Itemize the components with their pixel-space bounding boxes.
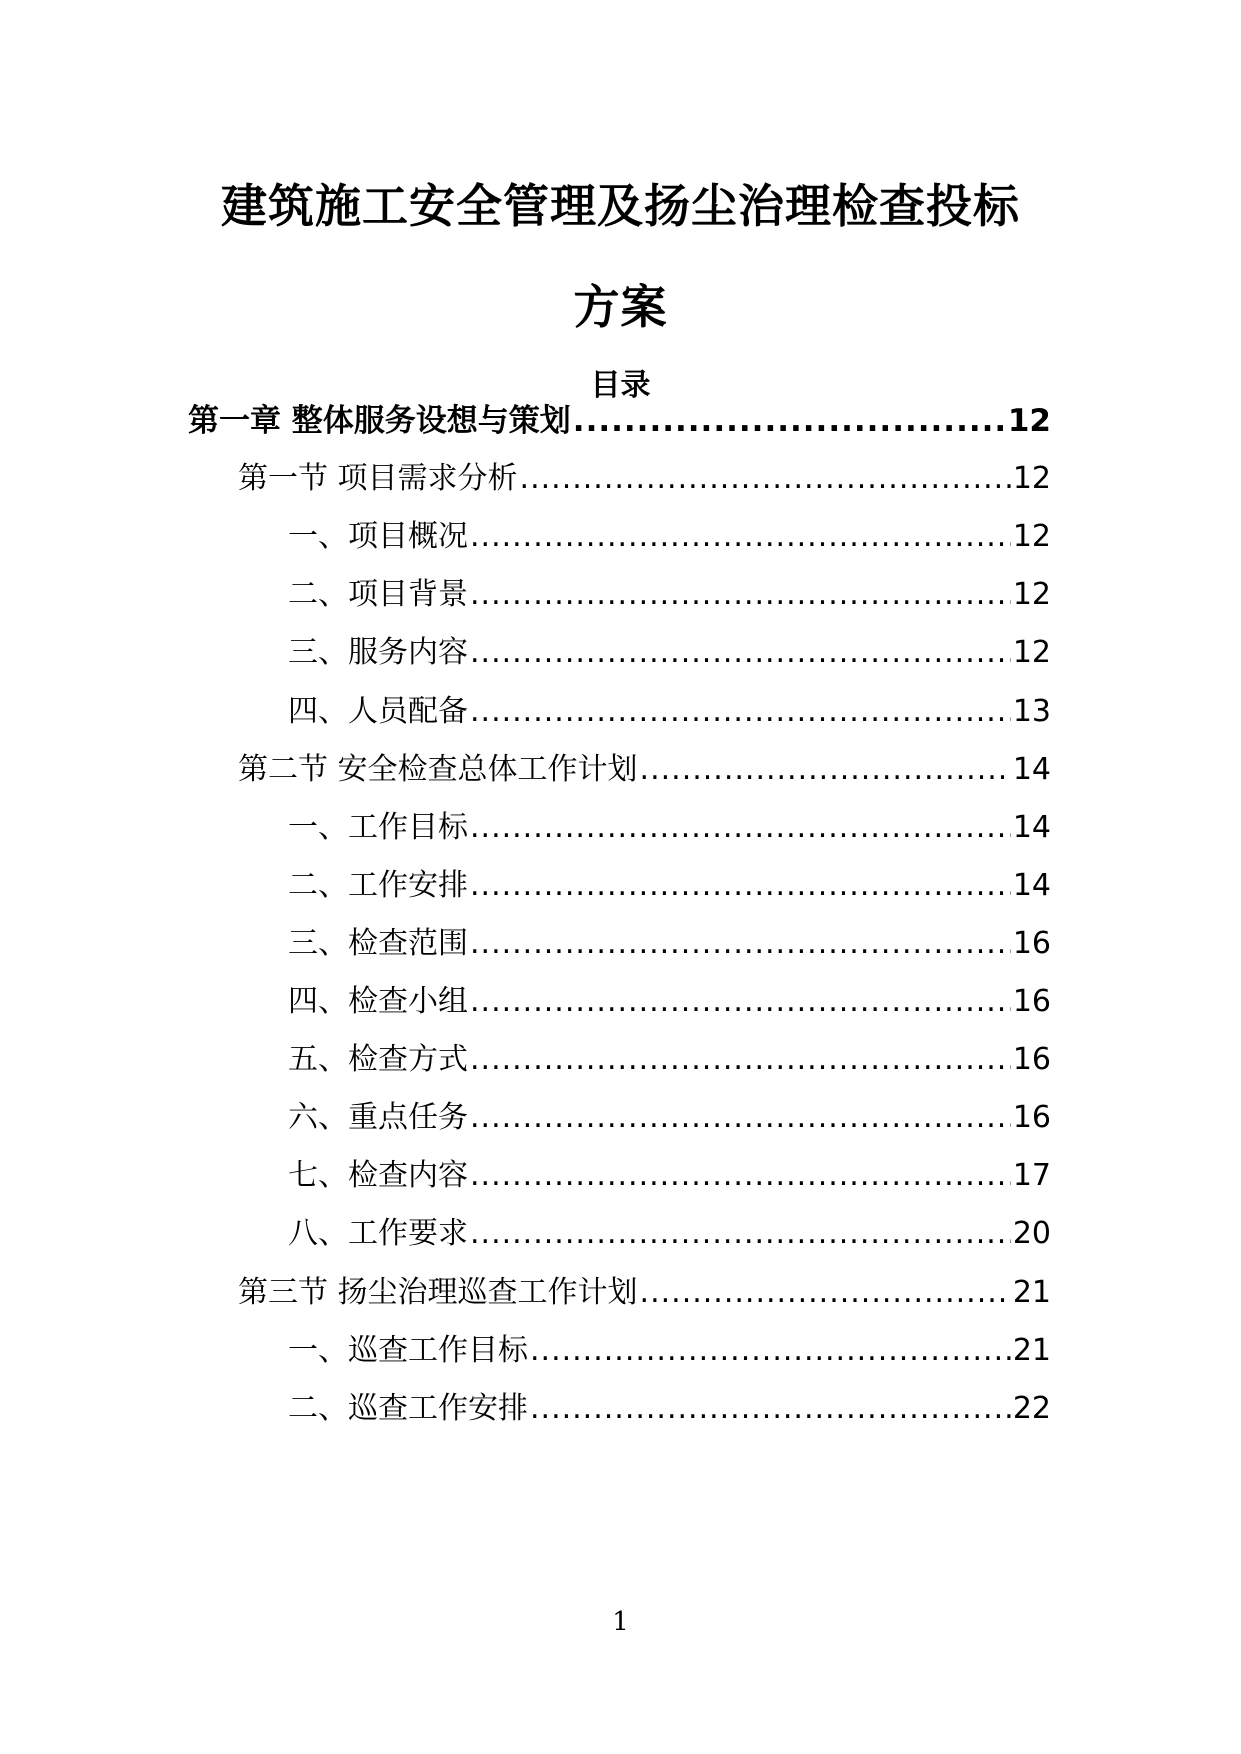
toc-heading: 目录 (590, 368, 651, 403)
toc-entry[interactable] (188, 400, 1051, 442)
toc-dot-leader (470, 981, 1011, 1023)
toc-entry-page: 14 (1012, 752, 1051, 787)
toc-dot-leader (470, 516, 1011, 558)
toc-entry[interactable] (288, 632, 1051, 674)
toc-dot-leader (530, 1330, 1011, 1372)
toc-entry-page: 16 (1012, 926, 1051, 961)
toc-entry-label: 四、检查小组 (288, 984, 468, 1019)
toc-entry-label: 二、巡查工作安排 (288, 1391, 528, 1426)
toc-dot-leader (470, 691, 1011, 733)
toc-entry-label: 第二节 安全检查总体工作计划 (238, 752, 638, 787)
toc-dot-leader (470, 1039, 1011, 1081)
toc-dot-leader (640, 749, 1011, 791)
toc-entry-label: 六、重点任务 (288, 1100, 468, 1135)
toc-dot-leader (520, 458, 1011, 500)
toc-entry-label: 五、检查方式 (288, 1042, 468, 1077)
toc-entry-label: 四、人员配备 (288, 694, 468, 729)
toc-entry[interactable] (288, 1097, 1051, 1139)
toc-entry-page: 14 (1012, 810, 1051, 845)
toc-dot-leader (470, 865, 1011, 907)
toc-entry-page: 12 (1007, 403, 1051, 439)
toc-entry[interactable] (288, 574, 1051, 616)
toc-entry[interactable] (288, 691, 1051, 733)
toc-entry[interactable] (288, 1155, 1051, 1197)
toc-entry-label: 三、检查范围 (288, 926, 468, 961)
toc-entry-label: 一、项目概况 (288, 519, 468, 554)
toc-entry[interactable] (288, 1330, 1051, 1372)
toc-entry-label: 一、巡查工作目标 (288, 1333, 528, 1368)
toc-dot-leader (573, 400, 1006, 442)
toc-entry-page: 17 (1012, 1158, 1051, 1193)
toc-entry[interactable] (288, 865, 1051, 907)
toc-entry[interactable] (288, 807, 1051, 849)
toc-dot-leader (470, 574, 1011, 616)
toc-entry-label: 七、检查内容 (288, 1158, 468, 1193)
toc-entry-label: 八、工作要求 (288, 1216, 468, 1251)
toc-entry[interactable] (288, 1039, 1051, 1081)
toc-entry-page: 16 (1012, 984, 1051, 1019)
toc-entry-label: 三、服务内容 (288, 635, 468, 670)
toc-dot-leader (470, 1213, 1011, 1255)
toc-entry-label: 一、工作目标 (288, 810, 468, 845)
toc-entry[interactable] (288, 516, 1051, 558)
toc-dot-leader (470, 923, 1011, 965)
page-number: 1 (612, 1607, 629, 1637)
toc-entry-page: 20 (1012, 1216, 1051, 1251)
toc-entry-label: 第一章 整体服务设想与策划 (188, 403, 571, 439)
toc-entry[interactable] (288, 981, 1051, 1023)
toc-entry[interactable] (238, 1272, 1051, 1314)
toc-dot-leader (530, 1388, 1011, 1430)
toc-entry-page: 14 (1012, 868, 1051, 903)
toc-entry-page: 21 (1012, 1275, 1051, 1310)
toc-entry-label: 第一节 项目需求分析 (238, 461, 518, 496)
toc-entry[interactable] (288, 923, 1051, 965)
toc-entry-page: 16 (1012, 1100, 1051, 1135)
document-title-line-2: 方案 (573, 280, 668, 334)
toc-dot-leader (470, 1097, 1011, 1139)
toc-entry-page: 12 (1012, 635, 1051, 670)
toc-entry[interactable] (288, 1213, 1051, 1255)
toc-entry-page: 21 (1012, 1333, 1051, 1368)
toc-entry-page: 13 (1012, 694, 1051, 729)
toc-entry-page: 22 (1012, 1391, 1051, 1426)
toc-entry-page: 16 (1012, 1042, 1051, 1077)
toc-entry[interactable] (238, 749, 1051, 791)
toc-entry[interactable] (238, 458, 1051, 500)
toc-dot-leader (640, 1272, 1011, 1314)
toc-entry-page: 12 (1012, 461, 1051, 496)
toc-dot-leader (470, 807, 1011, 849)
document-title-line-1: 建筑施工安全管理及扬尘治理检查投标 (221, 179, 1020, 233)
toc-entry[interactable] (288, 1388, 1051, 1430)
toc-entry-label: 第三节 扬尘治理巡查工作计划 (238, 1275, 638, 1310)
toc-dot-leader (470, 1155, 1011, 1197)
toc-dot-leader (470, 632, 1011, 674)
toc-entry-page: 12 (1012, 519, 1051, 554)
toc-entry-page: 12 (1012, 577, 1051, 612)
toc-entry-label: 二、工作安排 (288, 868, 468, 903)
toc-entry-label: 二、项目背景 (288, 577, 468, 612)
